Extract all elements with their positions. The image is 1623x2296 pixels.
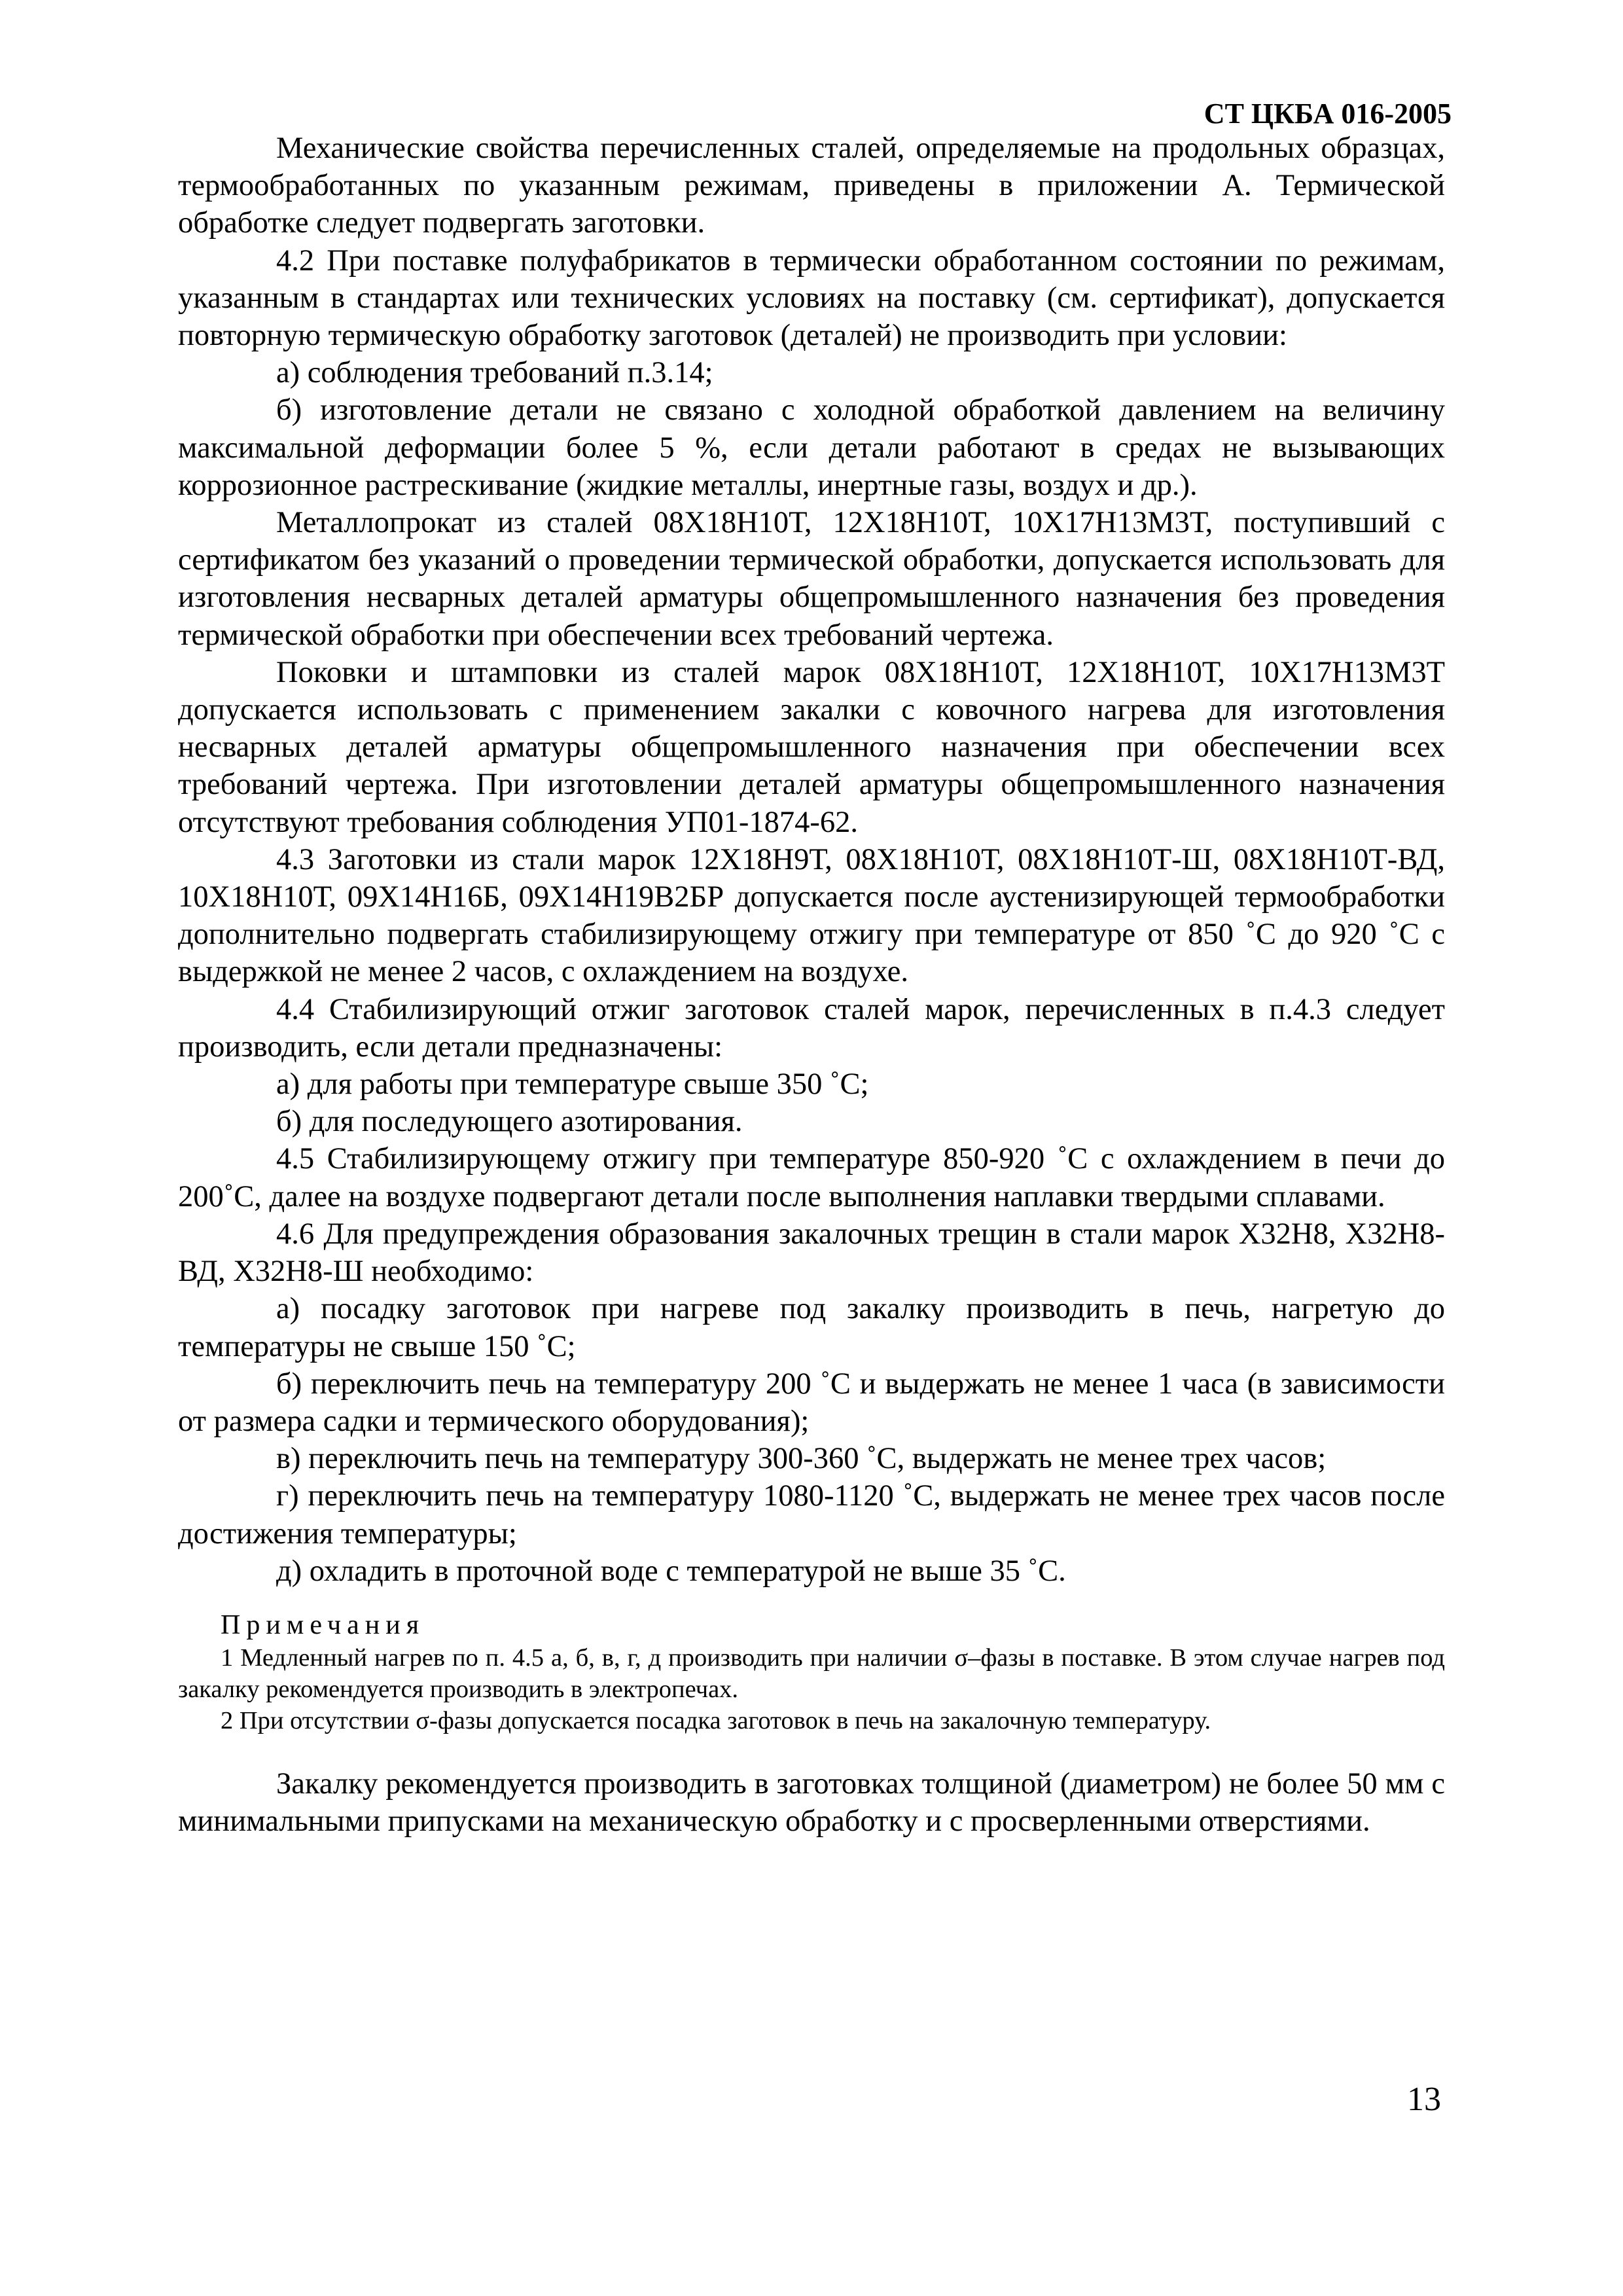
document-body (178, 130, 1445, 1840)
list-item-b: б) переключить печь на температуру 200 ˚С и выдержать не менее 1 часа (в зависимости от размера садки и термического оборудования); (178, 1367, 1445, 1438)
note-item: 1 Медленный нагрев по п. 4.5 а, б, в, г, д производить при наличии σ–фазы в поставке. В этом случае нагрев под закалку рекомендуется производить в электропечах. (178, 1643, 1445, 1703)
paragraph-4-6: 4.6 Для предупреждения образования закалочных трещин в стали марок Х32Н8, Х32Н8-ВД, Х32Н8-Ш необходимо: (178, 1217, 1445, 1289)
list-item-a: а) для работы при температуре свыше 350 ˚С; (276, 1067, 869, 1102)
list-item-b: б) для последующего азотирования. (276, 1105, 743, 1139)
notes-title: Примечания (221, 1609, 425, 1640)
paragraph-4-2: 4.2 При поставке полуфабрикатов в термически обработанном состоянии по режимам, указанным в стандартах или технических условиях на поставку (см. сертификат), допускается повторную термическую обработку заготовок (деталей) не производить при условии: (178, 243, 1445, 353)
paragraph-quenching: Закалку рекомендуется производить в заготовках толщиной (диаметром) не более 50 мм с минимальными припусками на механическую обработку и с просверленными отверстиями. (178, 1767, 1445, 1839)
paragraph-4-3: 4.3 Заготовки из стали марок 12Х18Н9Т, 08Х18Н10Т, 08Х18Н10Т-Ш, 08Х18Н10Т-ВД, 10Х18Н10Т, 09Х14Н16Б, 09Х14Н19В2БР допускается после аустенизирующей термообработки дополнительно подвергать стабилизирующему отжигу при температуре от 850 ˚С до 920 ˚С с выдержкой не менее 2 часов, с охлаждением на воздухе. (178, 842, 1445, 989)
document-code: СТ ЦКБА 016-2005 (1204, 98, 1452, 130)
list-item-v: в) переключить печь на температуру 300-360 ˚С, выдержать не менее трех часов; (276, 1442, 1327, 1476)
list-item-d: д) охладить в проточной воде с температурой не выше 35 ˚С. (276, 1554, 1066, 1588)
list-item-b: б) изготовление детали не связано с холодной обработкой давлением на величину максимальной деформации более 5 %, если детали работают в средах не вызывающих коррозионное растрескивание (жидкие металлы, инертные газы, воздух и др.). (178, 393, 1445, 502)
page-number: 13 (1407, 2081, 1441, 2118)
list-item-a: а) посадку заготовок при нагреве под закалку производить в печь, нагретую до температуры не свыше 150 ˚С; (178, 1292, 1445, 1363)
paragraph-4-5: 4.5 Стабилизирующему отжигу при температуре 850-920 ˚С с охлаждением в печи до 200˚С, далее на воздухе подвергают детали после выполнения наплавки твердыми сплавами. (178, 1142, 1445, 1213)
list-item-a: а) соблюдения требований п.3.14; (276, 356, 713, 390)
paragraph-rolled-metal: Металлопрокат из сталей 08Х18Н10Т, 12Х18Н10Т, 10Х17Н13М3Т, поступивший с сертификатом без указаний о проведении термической обработки, допускается использовать для изготовления несварных деталей арматуры общепромышленного назначения без проведения термической обработки при обеспечении всех требований чертежа. (178, 506, 1445, 652)
note-item: 2 При отсутствии σ-фазы допускается посадка заготовок в печь на закалочную температуру. (221, 1706, 1211, 1734)
paragraph-4-4: 4.4 Стабилизирующий отжиг заготовок сталей марок, перечисленных в п.4.3 следует производить, если детали предназначены: (178, 992, 1445, 1064)
paragraph-forgings: Поковки и штамповки из сталей марок 08Х18Н10Т, 12Х18Н10Т, 10Х17Н13М3Т допускается использовать с применением закалки с ковочного нагрева для изготовления несварных деталей арматуры общепромышленного назначения при обеспечении всех требований чертежа. При изготовлении деталей арматуры общепромышленного назначения отсутствуют требования соблюдения УП01-1874-62. (178, 655, 1445, 839)
paragraph-mechanical-properties: Механические свойства перечисленных сталей, определяемые на продольных образцах, термообработанных по указанным режимам, приведены в приложении А. Термической обработке следует подвергать заготовки. (178, 132, 1445, 240)
list-item-g: г) переключить печь на температуру 1080-1120 ˚С, выдержать не менее трех часов после достижения температуры; (178, 1479, 1445, 1551)
